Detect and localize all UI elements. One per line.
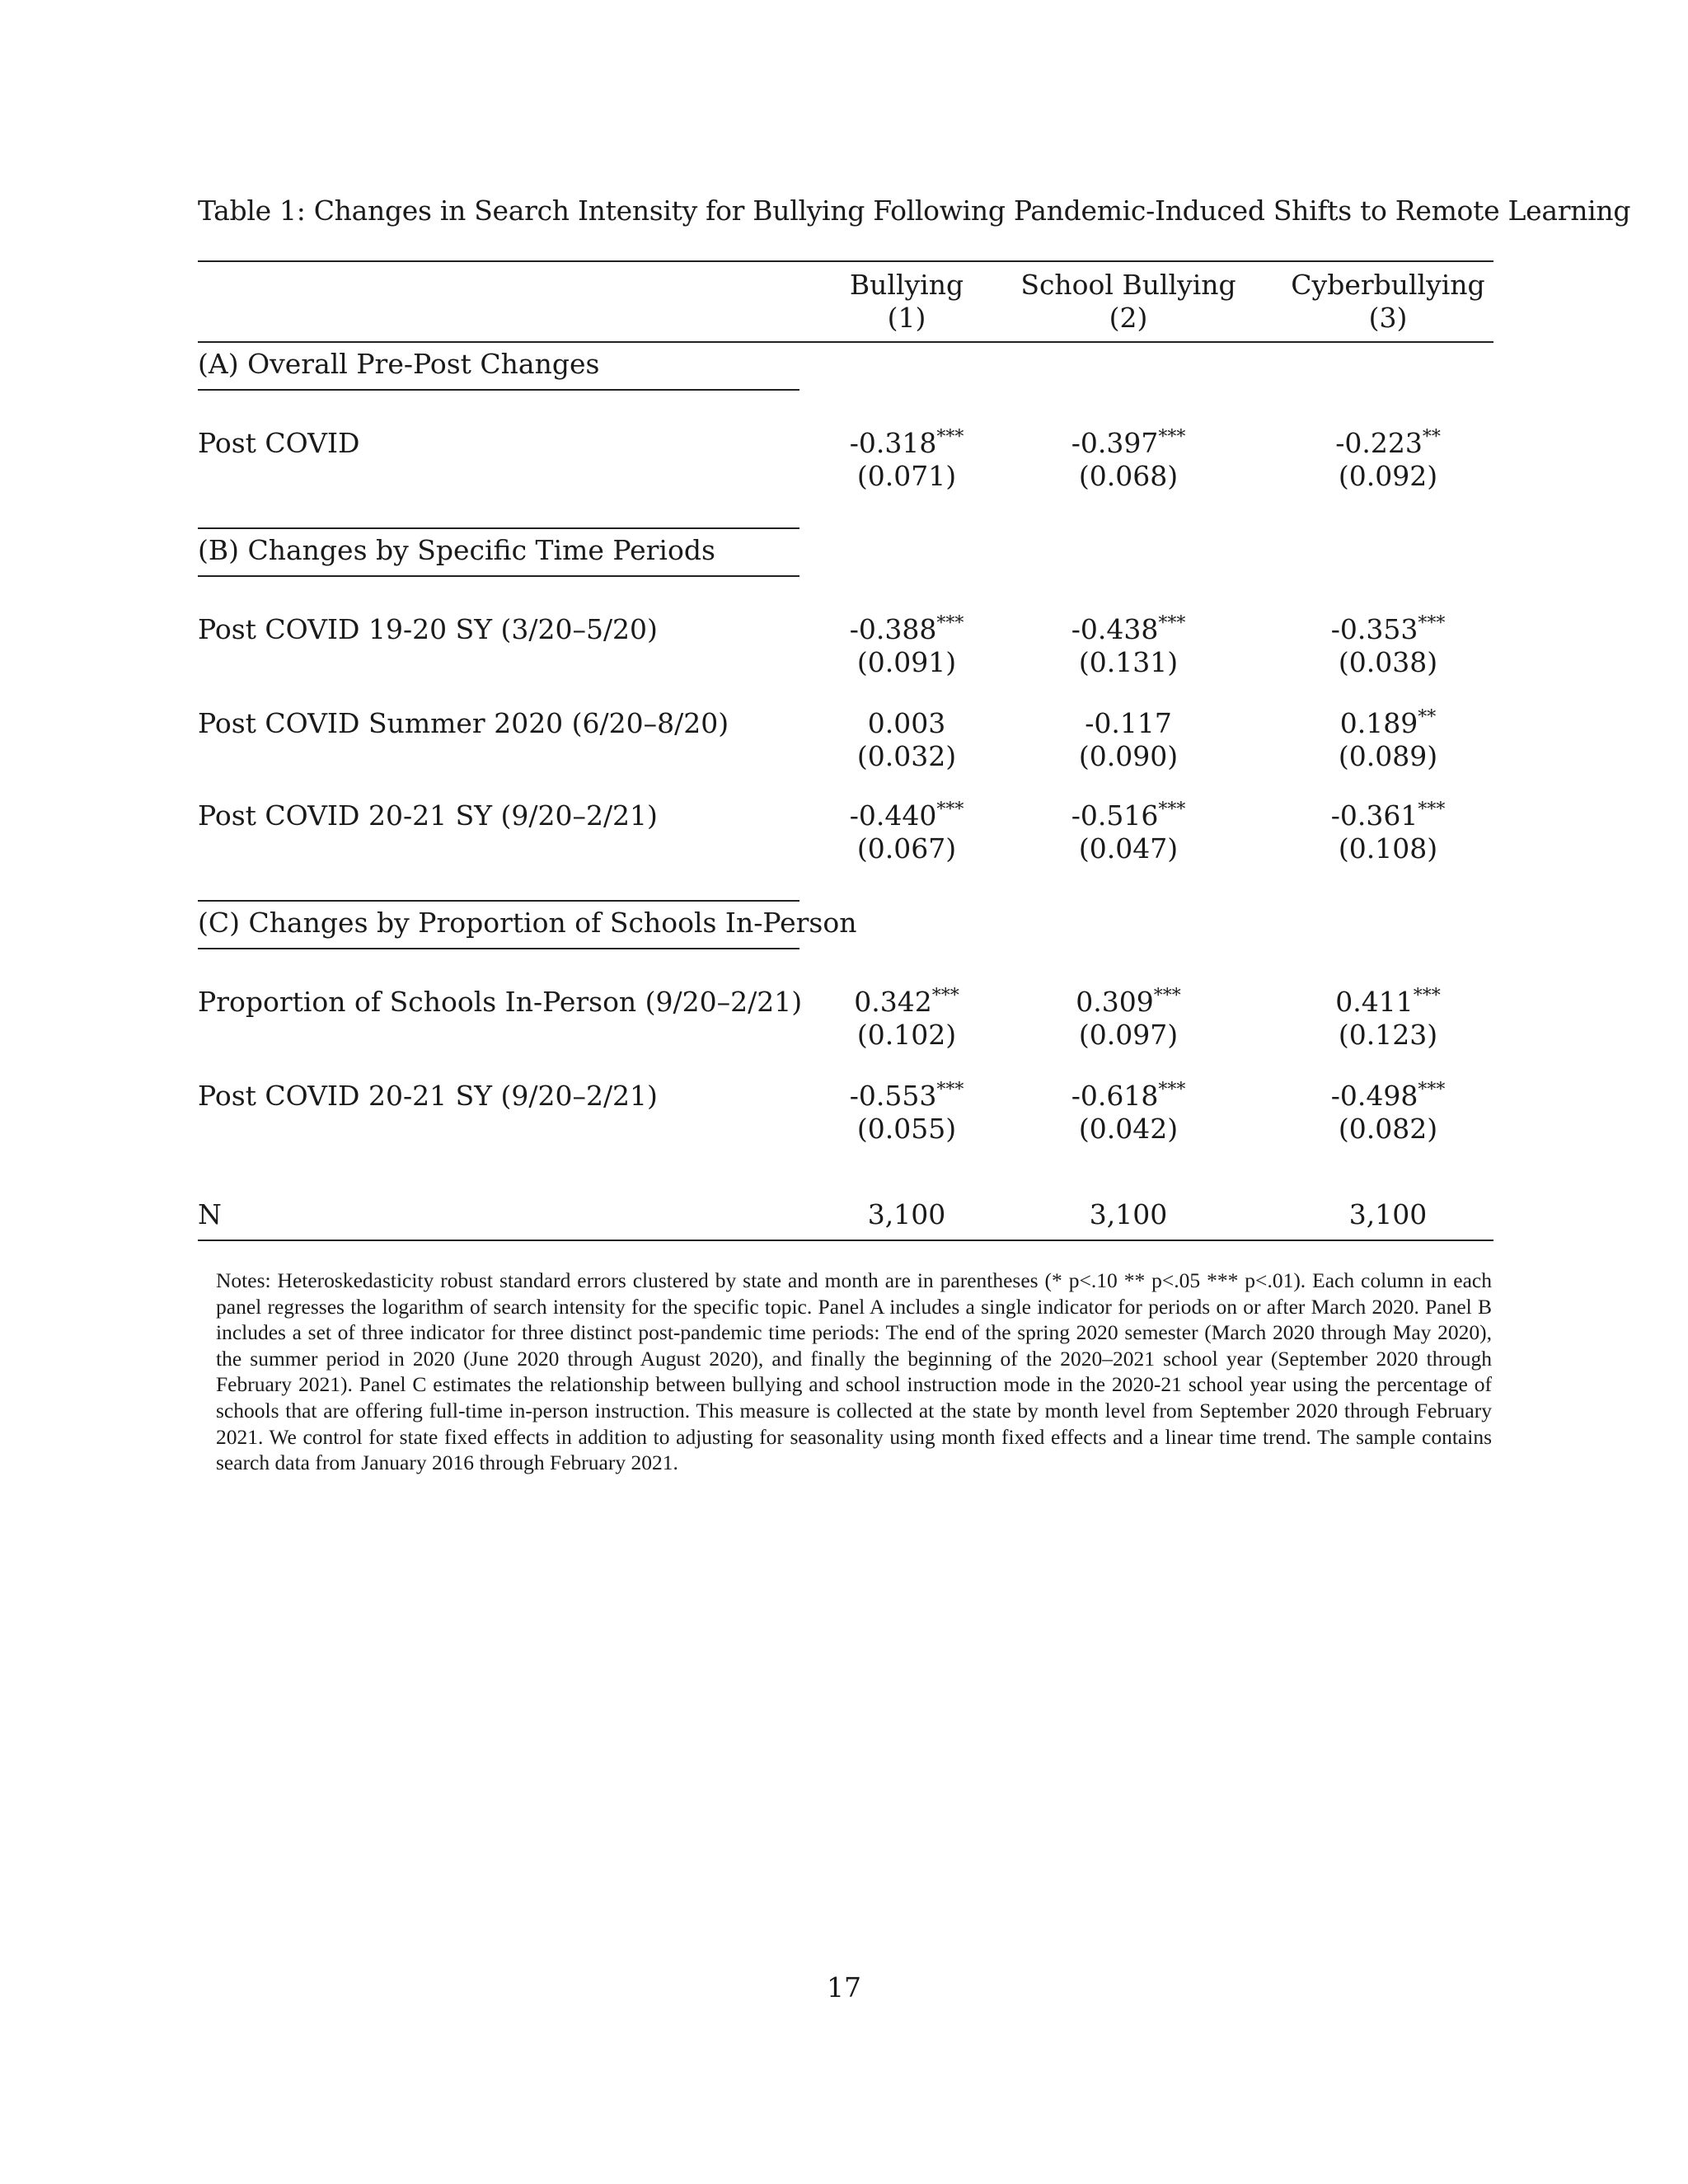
- table-caption: Table 1: Changes in Search Intensity for Bullying Following Pandemic-Induced Shifts to Remote Learning: [198, 194, 1631, 227]
- se-cell: (0.068): [1078, 460, 1179, 492]
- se-cell: (0.091): [856, 646, 957, 678]
- panel-a-title: (A) Overall Pre-Post Changes: [198, 348, 600, 380]
- coef-cell: -0.553***: [849, 1080, 964, 1112]
- column-header-school-bullying: School Bullying: [1020, 269, 1236, 301]
- se-cell: (0.055): [856, 1113, 957, 1145]
- coef-cell: -0.618***: [1071, 1080, 1186, 1112]
- panel-b-top-rule: [198, 527, 799, 529]
- panel-c-top-rule: [198, 900, 799, 902]
- coef-cell: -0.440***: [849, 799, 964, 832]
- n-cell: 3,100: [1089, 1198, 1168, 1230]
- se-cell: (0.092): [1338, 460, 1438, 492]
- se-cell: (0.090): [1078, 740, 1179, 772]
- coef-cell: 0.003: [867, 707, 946, 739]
- panel-b-title: (B) Changes by Specific Time Periods: [198, 534, 715, 566]
- table-top-rule: [198, 260, 1493, 262]
- coef-cell: -0.516***: [1071, 799, 1186, 832]
- se-cell: (0.032): [856, 740, 957, 772]
- row-label: Post COVID 19-20 SY (3/20–5/20): [198, 613, 658, 645]
- coef-cell: -0.397***: [1071, 427, 1186, 459]
- row-label: Post COVID 20-21 SY (9/20–2/21): [198, 799, 658, 832]
- coef-cell: -0.223**: [1335, 427, 1441, 459]
- se-cell: (0.042): [1078, 1113, 1179, 1145]
- se-cell: (0.038): [1338, 646, 1438, 678]
- row-label: Proportion of Schools In-Person (9/20–2/21): [198, 986, 803, 1018]
- coef-cell: 0.411***: [1335, 986, 1441, 1018]
- panel-b-title-rule: [198, 575, 799, 577]
- column-number-2: (2): [1109, 302, 1148, 334]
- panel-c-title-rule: [198, 948, 799, 949]
- se-cell: (0.131): [1078, 646, 1179, 678]
- table-bottom-rule: [198, 1240, 1493, 1241]
- se-cell: (0.047): [1078, 832, 1179, 865]
- coef-cell: -0.353***: [1330, 613, 1446, 645]
- coef-cell: -0.361***: [1330, 799, 1446, 832]
- column-number-3: (3): [1368, 302, 1408, 334]
- page-number: 17: [827, 1971, 861, 2004]
- se-cell: (0.071): [856, 460, 957, 492]
- se-cell: (0.123): [1338, 1019, 1438, 1051]
- se-cell: (0.082): [1338, 1113, 1438, 1145]
- se-cell: (0.089): [1338, 740, 1438, 772]
- coef-cell: 0.309***: [1076, 986, 1181, 1018]
- coef-cell: -0.388***: [849, 613, 964, 645]
- se-cell: (0.102): [856, 1019, 957, 1051]
- se-cell: (0.067): [856, 832, 957, 865]
- column-number-1: (1): [887, 302, 926, 334]
- panel-a-title-rule: [198, 389, 799, 391]
- column-header-cyberbullying: Cyberbullying: [1291, 269, 1485, 301]
- coef-cell: 0.342***: [854, 986, 959, 1018]
- coef-cell: -0.438***: [1071, 613, 1186, 645]
- panel-c-title: (C) Changes by Proportion of Schools In-Person: [198, 907, 857, 939]
- coef-cell: -0.117: [1085, 707, 1172, 739]
- n-cell: 3,100: [1348, 1198, 1428, 1230]
- n-cell: 3,100: [867, 1198, 946, 1230]
- coef-cell: -0.498***: [1330, 1080, 1446, 1112]
- row-label-n: N: [198, 1198, 222, 1230]
- header-bottom-rule: [198, 341, 1493, 343]
- row-label: Post COVID: [198, 427, 360, 459]
- column-header-bullying: Bullying: [849, 269, 964, 301]
- coef-cell: -0.318***: [849, 427, 964, 459]
- row-label: Post COVID 20-21 SY (9/20–2/21): [198, 1080, 658, 1112]
- table-notes: Notes: Heteroskedasticity robust standard errors clustered by state and month are in parentheses (* p<.10 ** p<.05 *** p<.01). Each column in each panel regresses the logarithm of search intensity for the specific topic. Panel A includes a single indicator for periods on or after March 2020. Panel B includes a set of three indicator for three distinct post-pandemic time periods: The end of the spring 2020 semester (March 2020 through May 2020), the summer period in 2020 (June 2020 through August 2020), and finally the beginning of the 2020–2021 school year (September 2020 through February 2021). Panel C estimates the relationship between bullying and school instruction mode in the 2020-21 school year using the percentage of schools that are offering full-time in-person instruction. This measure is collected at the state by month level from September 2020 through February 2021. We control for state fixed effects in addition to adjusting for seasonality using month fixed effects and a linear time trend. The sample contains search data from January 2016 through February 2021.: [216, 1268, 1492, 1475]
- se-cell: (0.097): [1078, 1019, 1179, 1051]
- row-label: Post COVID Summer 2020 (6/20–8/20): [198, 707, 729, 739]
- se-cell: (0.108): [1338, 832, 1438, 865]
- coef-cell: 0.189**: [1339, 707, 1437, 739]
